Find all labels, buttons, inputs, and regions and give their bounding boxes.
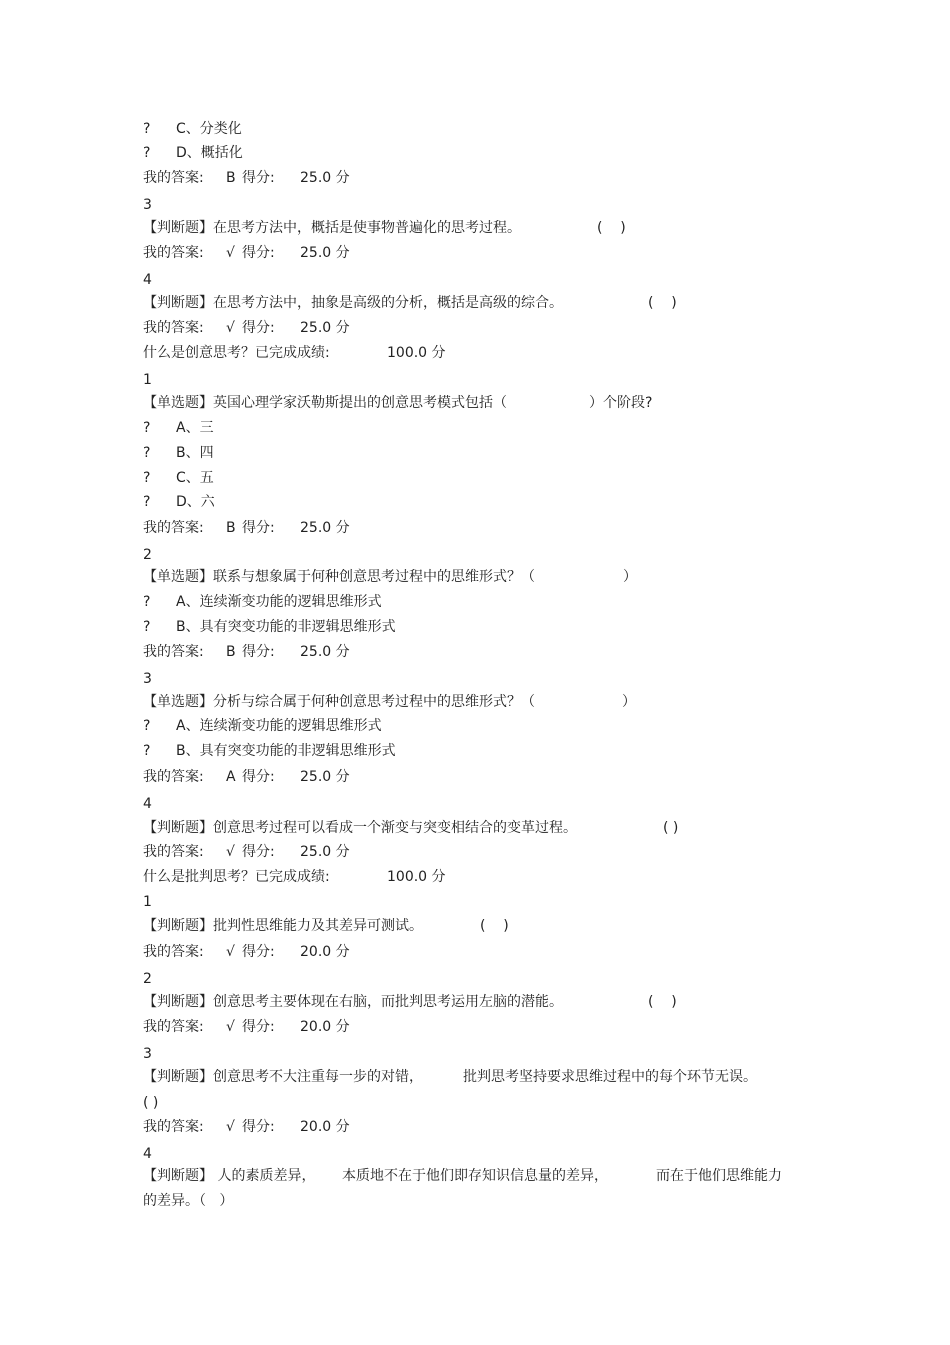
question-number: 1 xyxy=(143,894,152,910)
question-text: 【判断题】创意思考过程可以看成一个渐变与突变相结合的变革过程。 xyxy=(143,820,577,836)
score-label: 得分: xyxy=(242,1019,275,1035)
question-number: 4 xyxy=(143,272,152,288)
question-text: 【单选题】英国心理学家沃勒斯提出的创意思考模式包括（ xyxy=(143,395,507,411)
option-text: A、连续渐变功能的逻辑思维形式 xyxy=(176,594,382,610)
score-value: 25.0 分 xyxy=(300,644,350,660)
answer-label: 我的答案: xyxy=(143,520,204,536)
question-number: 3 xyxy=(143,671,152,687)
score-value: 25.0 分 xyxy=(300,844,350,860)
option-marker: ? xyxy=(143,718,151,734)
answer-value: √ xyxy=(226,320,235,336)
question-text: 【判断题】 人的素质差异， xyxy=(143,1168,316,1184)
question-text-end: 而在于他们思维能力 xyxy=(656,1168,782,1184)
score-value: 20.0 分 xyxy=(300,1119,350,1135)
question-blank: ( ) xyxy=(648,994,677,1010)
question-text-mid: 本质地不在于他们即存知识信息量的差异， xyxy=(342,1168,608,1184)
option-text: A、三 xyxy=(176,420,214,436)
section-title: 什么是批判思考？已完成成绩: xyxy=(143,869,330,885)
question-number: 1 xyxy=(143,372,152,388)
question-number: 4 xyxy=(143,1146,152,1162)
answer-value: B xyxy=(226,170,236,186)
answer-label: 我的答案: xyxy=(143,844,204,860)
option-text: B、具有突变功能的非逻辑思维形式 xyxy=(176,619,396,635)
score-value: 20.0 分 xyxy=(300,944,350,960)
score-label: 得分: xyxy=(242,644,275,660)
score-label: 得分: xyxy=(242,245,275,261)
question-number: 3 xyxy=(143,197,152,213)
score-label: 得分: xyxy=(242,1119,275,1135)
option-text: C、分类化 xyxy=(176,121,242,137)
question-blank: ） xyxy=(623,569,637,585)
question-blank: ( ) xyxy=(648,295,677,311)
option-marker: ? xyxy=(143,420,151,436)
answer-value: √ xyxy=(226,1019,235,1035)
plain-text: 的差异。（ ） xyxy=(143,1193,234,1209)
question-blank: ( ) xyxy=(597,220,626,236)
question-blank: 批判思考坚持要求思维过程中的每个环节无误。 xyxy=(463,1069,757,1085)
score-value: 20.0 分 xyxy=(300,1019,350,1035)
option-text: B、具有突变功能的非逻辑思维形式 xyxy=(176,743,396,759)
option-text: D、六 xyxy=(176,494,215,510)
question-blank: ） xyxy=(622,694,636,710)
answer-label: 我的答案: xyxy=(143,320,204,336)
answer-label: 我的答案: xyxy=(143,245,204,261)
option-text: B、四 xyxy=(176,445,214,461)
score-value: 25.0 分 xyxy=(300,245,350,261)
score-value: 25.0 分 xyxy=(300,769,350,785)
score-label: 得分: xyxy=(242,769,275,785)
answer-value: B xyxy=(226,644,236,660)
score-label: 得分: xyxy=(242,520,275,536)
option-text: C、五 xyxy=(176,470,214,486)
answer-value: √ xyxy=(226,944,235,960)
question-number: 3 xyxy=(143,1046,152,1062)
option-marker: ? xyxy=(143,121,151,137)
question-blank: ( ) xyxy=(480,918,509,934)
option-marker: ? xyxy=(143,743,151,759)
option-marker: ? xyxy=(143,145,151,161)
question-number: 2 xyxy=(143,971,152,987)
score-label: 得分: xyxy=(242,170,275,186)
question-number: 4 xyxy=(143,796,152,812)
answer-value: B xyxy=(226,520,236,536)
answer-value: A xyxy=(226,769,236,785)
option-marker: ? xyxy=(143,494,151,510)
section-score: 100.0 分 xyxy=(387,869,446,885)
question-text: 【判断题】在思考方法中，抽象是高级的分析，概括是高级的综合。 xyxy=(143,295,563,311)
score-value: 25.0 分 xyxy=(300,320,350,336)
option-marker: ? xyxy=(143,445,151,461)
score-label: 得分: xyxy=(242,944,275,960)
score-value: 25.0 分 xyxy=(300,170,350,186)
score-label: 得分: xyxy=(242,320,275,336)
option-marker: ? xyxy=(143,470,151,486)
question-text: 【判断题】创意思考不大注重每一步的对错， xyxy=(143,1069,423,1085)
option-text: D、概括化 xyxy=(176,145,243,161)
score-value: 25.0 分 xyxy=(300,520,350,536)
answer-label: 我的答案: xyxy=(143,944,204,960)
answer-value: √ xyxy=(226,844,235,860)
section-title: 什么是创意思考？已完成成绩: xyxy=(143,345,330,361)
question-text: 【单选题】分析与综合属于何种创意思考过程中的思维形式？（ xyxy=(143,694,535,710)
plain-text: ( ) xyxy=(143,1095,159,1111)
answer-label: 我的答案: xyxy=(143,1119,204,1135)
question-text: 【单选题】联系与想象属于何种创意思考过程中的思维形式？（ xyxy=(143,569,535,585)
option-text: A、连续渐变功能的逻辑思维形式 xyxy=(176,718,382,734)
answer-value: √ xyxy=(226,1119,235,1135)
question-blank: ( ) xyxy=(663,820,679,836)
question-text: 【判断题】批判性思维能力及其差异可测试。 xyxy=(143,918,423,934)
answer-label: 我的答案: xyxy=(143,644,204,660)
question-text: 【判断题】在思考方法中，概括是使事物普遍化的思考过程。 xyxy=(143,220,521,236)
question-number: 2 xyxy=(143,547,152,563)
option-marker: ? xyxy=(143,594,151,610)
option-marker: ? xyxy=(143,619,151,635)
question-blank: ）个阶段? xyxy=(589,395,653,411)
answer-value: √ xyxy=(226,245,235,261)
answer-label: 我的答案: xyxy=(143,170,204,186)
score-label: 得分: xyxy=(242,844,275,860)
answer-label: 我的答案: xyxy=(143,1019,204,1035)
answer-label: 我的答案: xyxy=(143,769,204,785)
question-text: 【判断题】创意思考主要体现在右脑，而批判思考运用左脑的潜能。 xyxy=(143,994,563,1010)
section-score: 100.0 分 xyxy=(387,345,446,361)
